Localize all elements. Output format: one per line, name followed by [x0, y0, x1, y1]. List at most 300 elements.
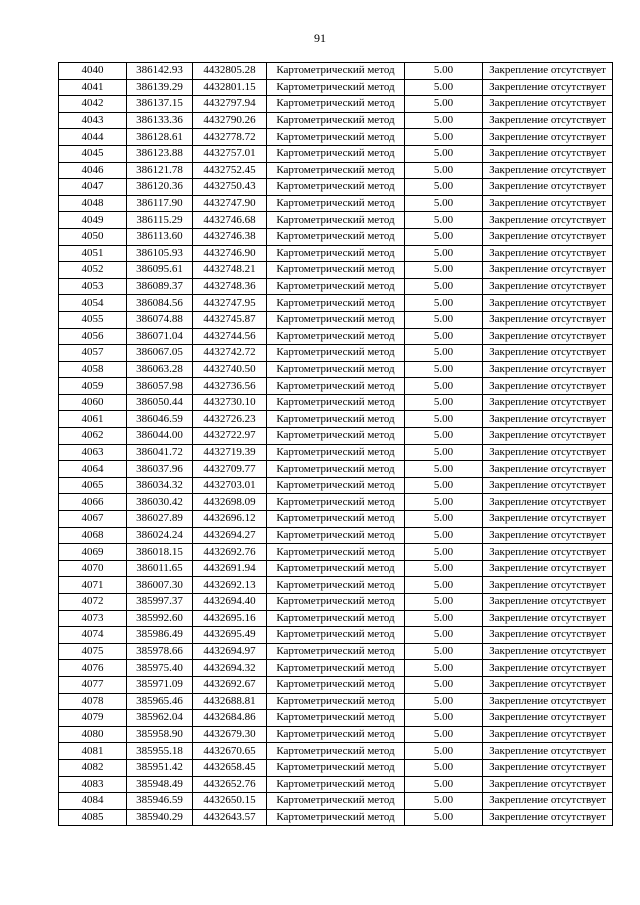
method-cell: Картометрический метод — [267, 228, 405, 245]
x-coordinate-cell: 386137.15 — [127, 96, 193, 113]
method-cell: Картометрический метод — [267, 560, 405, 577]
x-coordinate-cell: 386030.42 — [127, 494, 193, 511]
accuracy-cell: 5.00 — [405, 809, 483, 826]
fixing-description-cell: Закрепление отсутствует — [483, 809, 613, 826]
fixing-description-cell: Закрепление отсутствует — [483, 63, 613, 80]
fixing-description-cell: Закрепление отсутствует — [483, 477, 613, 494]
point-number-cell: 4053 — [59, 278, 127, 295]
y-coordinate-cell: 4432684.86 — [193, 710, 267, 727]
y-coordinate-cell: 4432790.26 — [193, 112, 267, 129]
point-number-cell: 4057 — [59, 345, 127, 362]
method-cell: Картометрический метод — [267, 743, 405, 760]
point-number-cell: 4047 — [59, 179, 127, 196]
table-row — [59, 594, 613, 611]
accuracy-cell: 5.00 — [405, 378, 483, 395]
accuracy-cell: 5.00 — [405, 345, 483, 362]
point-number-cell: 4071 — [59, 577, 127, 594]
method-cell: Картометрический метод — [267, 610, 405, 627]
y-coordinate-cell: 4432698.09 — [193, 494, 267, 511]
y-coordinate-cell: 4432747.95 — [193, 295, 267, 312]
y-coordinate-cell: 4432748.36 — [193, 278, 267, 295]
accuracy-cell: 5.00 — [405, 145, 483, 162]
x-coordinate-cell: 385997.37 — [127, 594, 193, 611]
y-coordinate-cell: 4432694.32 — [193, 660, 267, 677]
table-row — [59, 179, 613, 196]
method-cell: Картометрический метод — [267, 809, 405, 826]
x-coordinate-cell: 386071.04 — [127, 328, 193, 345]
method-cell: Картометрический метод — [267, 295, 405, 312]
x-coordinate-cell: 386007.30 — [127, 577, 193, 594]
point-number-cell: 4054 — [59, 295, 127, 312]
method-cell: Картометрический метод — [267, 776, 405, 793]
y-coordinate-cell: 4432746.68 — [193, 212, 267, 229]
table-row — [59, 660, 613, 677]
y-coordinate-cell: 4432797.94 — [193, 96, 267, 113]
fixing-description-cell: Закрепление отсутствует — [483, 577, 613, 594]
accuracy-cell: 5.00 — [405, 295, 483, 312]
table-row — [59, 311, 613, 328]
fixing-description-cell: Закрепление отсутствует — [483, 212, 613, 229]
point-number-cell: 4082 — [59, 759, 127, 776]
x-coordinate-cell: 385986.49 — [127, 627, 193, 644]
point-number-cell: 4061 — [59, 411, 127, 428]
y-coordinate-cell: 4432801.15 — [193, 79, 267, 96]
table-row — [59, 245, 613, 262]
fixing-description-cell: Закрепление отсутствует — [483, 245, 613, 262]
accuracy-cell: 5.00 — [405, 660, 483, 677]
method-cell: Картометрический метод — [267, 411, 405, 428]
point-number-cell: 4046 — [59, 162, 127, 179]
fixing-description-cell: Закрепление отсутствует — [483, 511, 613, 528]
table-row — [59, 610, 613, 627]
fixing-description-cell: Закрепление отсутствует — [483, 693, 613, 710]
x-coordinate-cell: 386120.36 — [127, 179, 193, 196]
x-coordinate-cell: 385962.04 — [127, 710, 193, 727]
table-row — [59, 776, 613, 793]
table-row — [59, 63, 613, 80]
fixing-description-cell: Закрепление отсутствует — [483, 776, 613, 793]
y-coordinate-cell: 4432746.38 — [193, 228, 267, 245]
fixing-description-cell: Закрепление отсутствует — [483, 162, 613, 179]
x-coordinate-cell: 385971.09 — [127, 676, 193, 693]
point-number-cell: 4063 — [59, 444, 127, 461]
y-coordinate-cell: 4432747.90 — [193, 195, 267, 212]
table-row — [59, 743, 613, 760]
fixing-description-cell: Закрепление отсутствует — [483, 494, 613, 511]
point-number-cell: 4049 — [59, 212, 127, 229]
fixing-description-cell: Закрепление отсутствует — [483, 411, 613, 428]
table-row — [59, 494, 613, 511]
method-cell: Картометрический метод — [267, 544, 405, 561]
point-number-cell: 4083 — [59, 776, 127, 793]
fixing-description-cell: Закрепление отсутствует — [483, 444, 613, 461]
accuracy-cell: 5.00 — [405, 328, 483, 345]
table-row — [59, 560, 613, 577]
y-coordinate-cell: 4432694.27 — [193, 527, 267, 544]
coordinates-table — [58, 62, 613, 826]
method-cell: Картометрический метод — [267, 511, 405, 528]
y-coordinate-cell: 4432742.72 — [193, 345, 267, 362]
method-cell: Картометрический метод — [267, 112, 405, 129]
table-row — [59, 79, 613, 96]
method-cell: Картометрический метод — [267, 79, 405, 96]
table-row — [59, 477, 613, 494]
accuracy-cell: 5.00 — [405, 610, 483, 627]
y-coordinate-cell: 4432691.94 — [193, 560, 267, 577]
x-coordinate-cell: 386089.37 — [127, 278, 193, 295]
accuracy-cell: 5.00 — [405, 743, 483, 760]
fixing-description-cell: Закрепление отсутствует — [483, 394, 613, 411]
accuracy-cell: 5.00 — [405, 228, 483, 245]
x-coordinate-cell: 386044.00 — [127, 428, 193, 445]
accuracy-cell: 5.00 — [405, 511, 483, 528]
fixing-description-cell: Закрепление отсутствует — [483, 743, 613, 760]
y-coordinate-cell: 4432692.13 — [193, 577, 267, 594]
table-row — [59, 328, 613, 345]
fixing-description-cell: Закрепление отсутствует — [483, 378, 613, 395]
point-number-cell: 4055 — [59, 311, 127, 328]
point-number-cell: 4081 — [59, 743, 127, 760]
x-coordinate-cell: 386133.36 — [127, 112, 193, 129]
method-cell: Картометрический метод — [267, 96, 405, 113]
y-coordinate-cell: 4432670.65 — [193, 743, 267, 760]
y-coordinate-cell: 4432757.01 — [193, 145, 267, 162]
method-cell: Картометрический метод — [267, 726, 405, 743]
accuracy-cell: 5.00 — [405, 793, 483, 810]
x-coordinate-cell: 385965.46 — [127, 693, 193, 710]
point-number-cell: 4062 — [59, 428, 127, 445]
point-number-cell: 4064 — [59, 461, 127, 478]
x-coordinate-cell: 385940.29 — [127, 809, 193, 826]
accuracy-cell: 5.00 — [405, 361, 483, 378]
accuracy-cell: 5.00 — [405, 544, 483, 561]
fixing-description-cell: Закрепление отсутствует — [483, 627, 613, 644]
table-row — [59, 262, 613, 279]
fixing-description-cell: Закрепление отсутствует — [483, 361, 613, 378]
point-number-cell: 4056 — [59, 328, 127, 345]
x-coordinate-cell: 386095.61 — [127, 262, 193, 279]
method-cell: Картометрический метод — [267, 676, 405, 693]
x-coordinate-cell: 386067.05 — [127, 345, 193, 362]
point-number-cell: 4051 — [59, 245, 127, 262]
fixing-description-cell: Закрепление отсутствует — [483, 228, 613, 245]
method-cell: Картометрический метод — [267, 444, 405, 461]
accuracy-cell: 5.00 — [405, 179, 483, 196]
table-row — [59, 212, 613, 229]
method-cell: Картометрический метод — [267, 378, 405, 395]
point-number-cell: 4041 — [59, 79, 127, 96]
method-cell: Картометрический метод — [267, 162, 405, 179]
x-coordinate-cell: 386037.96 — [127, 461, 193, 478]
accuracy-cell: 5.00 — [405, 394, 483, 411]
table-row — [59, 295, 613, 312]
method-cell: Картометрический метод — [267, 461, 405, 478]
accuracy-cell: 5.00 — [405, 693, 483, 710]
method-cell: Картометрический метод — [267, 262, 405, 279]
method-cell: Картометрический метод — [267, 63, 405, 80]
table-row — [59, 361, 613, 378]
method-cell: Картометрический метод — [267, 345, 405, 362]
y-coordinate-cell: 4432740.50 — [193, 361, 267, 378]
fixing-description-cell: Закрепление отсутствует — [483, 643, 613, 660]
table-row — [59, 444, 613, 461]
table-row — [59, 676, 613, 693]
y-coordinate-cell: 4432688.81 — [193, 693, 267, 710]
y-coordinate-cell: 4432703.01 — [193, 477, 267, 494]
accuracy-cell: 5.00 — [405, 96, 483, 113]
accuracy-cell: 5.00 — [405, 129, 483, 146]
x-coordinate-cell: 386074.88 — [127, 311, 193, 328]
point-number-cell: 4058 — [59, 361, 127, 378]
method-cell: Картометрический метод — [267, 793, 405, 810]
x-coordinate-cell: 385948.49 — [127, 776, 193, 793]
y-coordinate-cell: 4432695.16 — [193, 610, 267, 627]
y-coordinate-cell: 4432750.43 — [193, 179, 267, 196]
fixing-description-cell: Закрепление отсутствует — [483, 793, 613, 810]
point-number-cell: 4084 — [59, 793, 127, 810]
table-row — [59, 511, 613, 528]
table-row — [59, 394, 613, 411]
y-coordinate-cell: 4432736.56 — [193, 378, 267, 395]
fixing-description-cell: Закрепление отсутствует — [483, 726, 613, 743]
y-coordinate-cell: 4432709.77 — [193, 461, 267, 478]
y-coordinate-cell: 4432650.15 — [193, 793, 267, 810]
x-coordinate-cell: 386105.93 — [127, 245, 193, 262]
fixing-description-cell: Закрепление отсутствует — [483, 79, 613, 96]
fixing-description-cell: Закрепление отсутствует — [483, 262, 613, 279]
fixing-description-cell: Закрепление отсутствует — [483, 295, 613, 312]
accuracy-cell: 5.00 — [405, 710, 483, 727]
y-coordinate-cell: 4432695.49 — [193, 627, 267, 644]
accuracy-cell: 5.00 — [405, 195, 483, 212]
y-coordinate-cell: 4432658.45 — [193, 759, 267, 776]
point-number-cell: 4074 — [59, 627, 127, 644]
fixing-description-cell: Закрепление отсутствует — [483, 345, 613, 362]
method-cell: Картометрический метод — [267, 494, 405, 511]
x-coordinate-cell: 385958.90 — [127, 726, 193, 743]
fixing-description-cell: Закрепление отсутствует — [483, 96, 613, 113]
accuracy-cell: 5.00 — [405, 461, 483, 478]
y-coordinate-cell: 4432778.72 — [193, 129, 267, 146]
fixing-description-cell: Закрепление отсутствует — [483, 428, 613, 445]
table-row — [59, 228, 613, 245]
fixing-description-cell: Закрепление отсутствует — [483, 660, 613, 677]
method-cell: Картометрический метод — [267, 577, 405, 594]
method-cell: Картометрический метод — [267, 145, 405, 162]
x-coordinate-cell: 386018.15 — [127, 544, 193, 561]
point-number-cell: 4080 — [59, 726, 127, 743]
point-number-cell: 4085 — [59, 809, 127, 826]
fixing-description-cell: Закрепление отсутствует — [483, 594, 613, 611]
x-coordinate-cell: 385951.42 — [127, 759, 193, 776]
point-number-cell: 4072 — [59, 594, 127, 611]
y-coordinate-cell: 4432722.97 — [193, 428, 267, 445]
point-number-cell: 4073 — [59, 610, 127, 627]
accuracy-cell: 5.00 — [405, 112, 483, 129]
fixing-description-cell: Закрепление отсутствует — [483, 527, 613, 544]
table-row — [59, 793, 613, 810]
accuracy-cell: 5.00 — [405, 63, 483, 80]
x-coordinate-cell: 386123.88 — [127, 145, 193, 162]
point-number-cell: 4044 — [59, 129, 127, 146]
table-row — [59, 726, 613, 743]
accuracy-cell: 5.00 — [405, 560, 483, 577]
x-coordinate-cell: 386050.44 — [127, 394, 193, 411]
y-coordinate-cell: 4432694.40 — [193, 594, 267, 611]
y-coordinate-cell: 4432805.28 — [193, 63, 267, 80]
table-row — [59, 710, 613, 727]
fixing-description-cell: Закрепление отсутствует — [483, 311, 613, 328]
table-row — [59, 428, 613, 445]
x-coordinate-cell: 386041.72 — [127, 444, 193, 461]
accuracy-cell: 5.00 — [405, 262, 483, 279]
table-row — [59, 627, 613, 644]
point-number-cell: 4070 — [59, 560, 127, 577]
x-coordinate-cell: 385946.59 — [127, 793, 193, 810]
table-row — [59, 378, 613, 395]
y-coordinate-cell: 4432745.87 — [193, 311, 267, 328]
method-cell: Картометрический метод — [267, 428, 405, 445]
fixing-description-cell: Закрепление отсутствует — [483, 278, 613, 295]
fixing-description-cell: Закрепление отсутствует — [483, 112, 613, 129]
accuracy-cell: 5.00 — [405, 594, 483, 611]
table-row — [59, 162, 613, 179]
table-row — [59, 759, 613, 776]
x-coordinate-cell: 386063.28 — [127, 361, 193, 378]
x-coordinate-cell: 386011.65 — [127, 560, 193, 577]
accuracy-cell: 5.00 — [405, 643, 483, 660]
table-row — [59, 693, 613, 710]
point-number-cell: 4068 — [59, 527, 127, 544]
table-row — [59, 461, 613, 478]
point-number-cell: 4060 — [59, 394, 127, 411]
y-coordinate-cell: 4432643.57 — [193, 809, 267, 826]
point-number-cell: 4052 — [59, 262, 127, 279]
x-coordinate-cell: 386057.98 — [127, 378, 193, 395]
accuracy-cell: 5.00 — [405, 444, 483, 461]
method-cell: Картометрический метод — [267, 477, 405, 494]
method-cell: Картометрический метод — [267, 195, 405, 212]
fixing-description-cell: Закрепление отсутствует — [483, 759, 613, 776]
point-number-cell: 4077 — [59, 676, 127, 693]
accuracy-cell: 5.00 — [405, 245, 483, 262]
method-cell: Картометрический метод — [267, 759, 405, 776]
accuracy-cell: 5.00 — [405, 212, 483, 229]
point-number-cell: 4075 — [59, 643, 127, 660]
x-coordinate-cell: 385978.66 — [127, 643, 193, 660]
x-coordinate-cell: 386128.61 — [127, 129, 193, 146]
x-coordinate-cell: 386113.60 — [127, 228, 193, 245]
x-coordinate-cell: 386084.56 — [127, 295, 193, 312]
table-row — [59, 577, 613, 594]
point-number-cell: 4050 — [59, 228, 127, 245]
fixing-description-cell: Закрепление отсутствует — [483, 179, 613, 196]
method-cell: Картометрический метод — [267, 328, 405, 345]
accuracy-cell: 5.00 — [405, 162, 483, 179]
accuracy-cell: 5.00 — [405, 411, 483, 428]
method-cell: Картометрический метод — [267, 245, 405, 262]
x-coordinate-cell: 386115.29 — [127, 212, 193, 229]
method-cell: Картометрический метод — [267, 660, 405, 677]
accuracy-cell: 5.00 — [405, 776, 483, 793]
table-row — [59, 527, 613, 544]
point-number-cell: 4078 — [59, 693, 127, 710]
fixing-description-cell: Закрепление отсутствует — [483, 560, 613, 577]
x-coordinate-cell: 386027.89 — [127, 511, 193, 528]
table-body — [59, 63, 613, 826]
x-coordinate-cell: 385955.18 — [127, 743, 193, 760]
fixing-description-cell: Закрепление отсутствует — [483, 544, 613, 561]
y-coordinate-cell: 4432679.30 — [193, 726, 267, 743]
point-number-cell: 4076 — [59, 660, 127, 677]
y-coordinate-cell: 4432652.76 — [193, 776, 267, 793]
fixing-description-cell: Закрепление отсутствует — [483, 195, 613, 212]
method-cell: Картометрический метод — [267, 394, 405, 411]
point-number-cell: 4069 — [59, 544, 127, 561]
y-coordinate-cell: 4432692.67 — [193, 676, 267, 693]
x-coordinate-cell: 385975.40 — [127, 660, 193, 677]
accuracy-cell: 5.00 — [405, 477, 483, 494]
fixing-description-cell: Закрепление отсутствует — [483, 610, 613, 627]
y-coordinate-cell: 4432730.10 — [193, 394, 267, 411]
accuracy-cell: 5.00 — [405, 79, 483, 96]
point-number-cell: 4043 — [59, 112, 127, 129]
x-coordinate-cell: 386034.32 — [127, 477, 193, 494]
point-number-cell: 4059 — [59, 378, 127, 395]
accuracy-cell: 5.00 — [405, 676, 483, 693]
point-number-cell: 4079 — [59, 710, 127, 727]
method-cell: Картометрический метод — [267, 693, 405, 710]
method-cell: Картометрический метод — [267, 710, 405, 727]
method-cell: Картометрический метод — [267, 278, 405, 295]
y-coordinate-cell: 4432752.45 — [193, 162, 267, 179]
y-coordinate-cell: 4432696.12 — [193, 511, 267, 528]
fixing-description-cell: Закрепление отсутствует — [483, 676, 613, 693]
table-row — [59, 809, 613, 826]
method-cell: Картометрический метод — [267, 129, 405, 146]
point-number-cell: 4042 — [59, 96, 127, 113]
accuracy-cell: 5.00 — [405, 577, 483, 594]
x-coordinate-cell: 385992.60 — [127, 610, 193, 627]
fixing-description-cell: Закрепление отсутствует — [483, 461, 613, 478]
y-coordinate-cell: 4432694.97 — [193, 643, 267, 660]
y-coordinate-cell: 4432726.23 — [193, 411, 267, 428]
table-row — [59, 643, 613, 660]
accuracy-cell: 5.00 — [405, 311, 483, 328]
fixing-description-cell: Закрепление отсутствует — [483, 710, 613, 727]
method-cell: Картометрический метод — [267, 179, 405, 196]
page-number: 91 — [314, 31, 326, 45]
table-row — [59, 278, 613, 295]
table-row — [59, 195, 613, 212]
accuracy-cell: 5.00 — [405, 527, 483, 544]
x-coordinate-cell: 386142.93 — [127, 63, 193, 80]
accuracy-cell: 5.00 — [405, 278, 483, 295]
fixing-description-cell: Закрепление отсутствует — [483, 129, 613, 146]
accuracy-cell: 5.00 — [405, 759, 483, 776]
table-row — [59, 129, 613, 146]
accuracy-cell: 5.00 — [405, 627, 483, 644]
table-row — [59, 96, 613, 113]
point-number-cell: 4065 — [59, 477, 127, 494]
fixing-description-cell: Закрепление отсутствует — [483, 328, 613, 345]
method-cell: Картометрический метод — [267, 361, 405, 378]
table-row — [59, 544, 613, 561]
point-number-cell: 4048 — [59, 195, 127, 212]
x-coordinate-cell: 386024.24 — [127, 527, 193, 544]
x-coordinate-cell: 386121.78 — [127, 162, 193, 179]
method-cell: Картометрический метод — [267, 212, 405, 229]
